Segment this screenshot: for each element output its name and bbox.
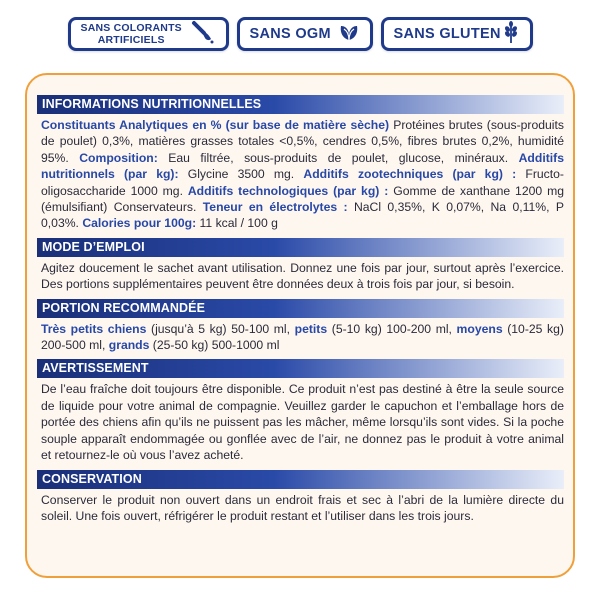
storage-header: CONSERVATION bbox=[37, 470, 564, 489]
badge-no-gmo bbox=[237, 17, 373, 51]
nutrition-zootechnical-additives-values: Fructo-oligosaccharide 1000 mg. bbox=[41, 167, 564, 198]
nutrition-kw-zootechnical-additives: Additifs zootechniques (par kg) : bbox=[303, 167, 517, 182]
badge-gluten-free bbox=[381, 17, 533, 51]
badge-colorants-line2: ARTIFICIELS bbox=[97, 34, 165, 46]
portion-medium-values: (10-25 kg) 200-500 ml, bbox=[41, 321, 564, 353]
nutrition-text bbox=[37, 117, 564, 232]
portion-header: PORTION RECOMMANDÉE bbox=[37, 299, 564, 318]
badge-colorants-text bbox=[81, 22, 182, 46]
portion-kw-large: grands bbox=[108, 338, 150, 353]
nutrition-kw-composition: Composition: bbox=[79, 150, 158, 165]
leaf-icon bbox=[338, 22, 360, 47]
portion-text bbox=[37, 321, 564, 354]
usage-header: MODE D’EMPLOI bbox=[37, 238, 564, 257]
portion-kw-very-small: Très petits chiens bbox=[41, 321, 147, 336]
nutrition-technological-additives-values: Gomme de xanthane 1200 mg (émulsifiant) Conservateurs. bbox=[41, 183, 564, 215]
badge-colorants-line1: SANS COLORANTS bbox=[80, 22, 182, 34]
nutrition-calories-value: 11 kcal / 100 g bbox=[196, 216, 278, 231]
portion-kw-small: petits bbox=[294, 321, 328, 336]
wheat-icon bbox=[502, 20, 520, 49]
badge-ogm-label: SANS OGM bbox=[249, 26, 331, 42]
nutrition-kw-electrolytes: Teneur en électrolytes : bbox=[202, 200, 348, 215]
portion-very-small-values: (jusqu’à 5 kg) 50-100 ml, bbox=[146, 321, 295, 336]
nutrition-analytical-values: Protéines brutes (sous-produits de poulet) 0,3%, matières grasses totales <0,5%, cendres 0,5%, fibres brutes 0,2%, humidité 95%. bbox=[41, 118, 564, 165]
nutrition-kw-calories: Calories pour 100g: bbox=[82, 216, 197, 231]
nutrition-kw-technological-additives: Additifs technologiques (par kg) : bbox=[187, 183, 389, 198]
warning-text: De l’eau fraîche doit toujours être disponible. Ce produit n’est pas destiné à être la seule source de liquide pour votre animal de compagnie. Veuillez garder le capuchon et l’emballage hors de portée des chiens afin qu’ils ne puissent pas les mâcher, même lorsqu’ils sont vides. Si la poche souple apparaît endommagée ou gonflée avec de l’air, ne donnez pas le produit à votre animal et retournez-le où vous l’avez acheté. bbox=[41, 382, 564, 463]
warning-header: AVERTISSEMENT bbox=[37, 359, 564, 378]
paintbrush-crossed-icon bbox=[190, 20, 216, 49]
badge-gluten-label: SANS GLUTEN bbox=[393, 26, 501, 42]
portion-large-values: (25-50 kg) 500-1000 ml bbox=[149, 338, 280, 353]
nutrition-kw-nutritional-additives: Additifs nutritionnels (par kg): bbox=[41, 150, 564, 182]
nutrition-header: INFORMATIONS NUTRITIONNELLES bbox=[37, 95, 564, 114]
badges-row bbox=[0, 17, 600, 51]
info-content bbox=[37, 95, 564, 524]
portion-kw-medium: moyens bbox=[456, 321, 503, 336]
usage-text: Agitez doucement le sachet avant utilisation. Donnez une fois par jour, surtout après l’exercice. Des portions supplémentaires peuvent être données deux à trois fois par jour, si besoin. bbox=[41, 260, 564, 292]
portion-small-values: (5-10 kg) 100-200 ml, bbox=[327, 321, 457, 336]
badge-no-artificial-colorants bbox=[68, 17, 229, 51]
nutrition-nutritional-additives-values: Glycine 3500 mg. bbox=[178, 167, 304, 182]
nutrition-electrolytes-values: NaCl 0,35%, K 0,07%, Na 0,11%, P 0,03%. bbox=[41, 200, 564, 231]
nutrition-composition-values: Eau filtrée, sous-produits de poulet, glucose, minéraux. bbox=[157, 150, 519, 165]
nutrition-kw-analytical: Constituants Analytiques en % (sur base de matière sèche) bbox=[41, 118, 390, 132]
storage-text: Conserver le produit non ouvert dans un endroit frais et sec à l’abri de la lumière directe du soleil. Une fois ouvert, réfrigérer le produit restant et l’utiliser dans les trois jours. bbox=[41, 492, 564, 523]
